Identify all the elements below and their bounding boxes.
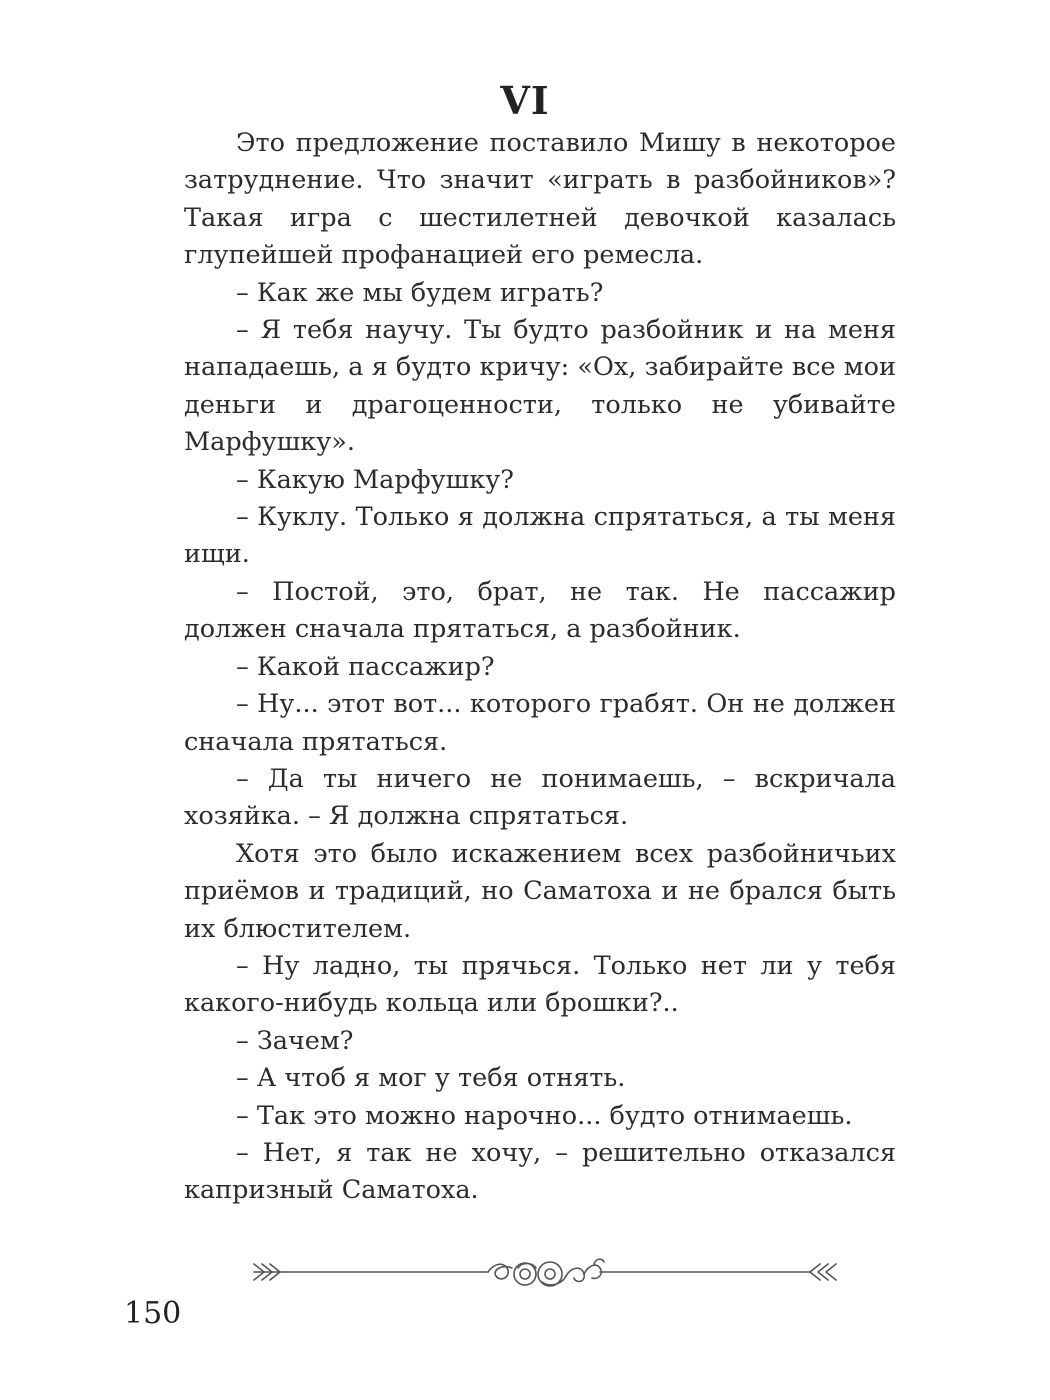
paragraph: – Какую Марфушку? xyxy=(236,464,514,495)
paragraph: – Нет, я так не хочу, – решительно отказался капризный Саматоха. xyxy=(184,1137,896,1206)
decorative-divider-ornament xyxy=(250,1252,840,1292)
paragraph: – А чтоб я мог у тебя отнять. xyxy=(236,1063,626,1094)
paragraph: – Так это можно нарочно... будто отнимаешь. xyxy=(236,1100,853,1131)
paragraph: – Какой пассажир? xyxy=(236,651,495,682)
paragraph: – Как же мы будем играть? xyxy=(236,277,604,308)
paragraph: Хотя это было искажением всех разбойничьих приёмов и традиций, но Саматоха и не брался быть их блюстителем. xyxy=(184,838,896,944)
paragraph: – Куклу. Только я должна спрятаться, а ты меня ищи. xyxy=(184,502,896,570)
paragraph: – Постой, это, брат, не так. Не пассажир должен сначала прятаться, а разбойник. xyxy=(184,576,896,645)
page-number: 150 xyxy=(124,1296,182,1331)
paragraph: – Ну... этот вот... которого грабят. Он не должен сначала прятаться. xyxy=(184,689,896,757)
paragraph: – Ну ладно, ты прячься. Только нет ли у тебя какого-нибудь кольца или брошки?.. xyxy=(184,950,896,1019)
body-text xyxy=(184,125,896,1210)
paragraph: – Я тебя научу. Ты будто разбойник и на меня нападаешь, а я будто кричу: «Ох, забирайте все мои деньги и драгоценности, только не убивайте Марфушку». xyxy=(184,315,896,458)
paragraph: – Да ты ничего не понимаешь, – вскричала хозяйка. – Я должна спрятаться. xyxy=(184,763,896,832)
chapter-title: VI xyxy=(500,78,550,123)
paragraph: – Зачем? xyxy=(236,1025,354,1056)
paragraph: Это предложение поставило Мишу в некоторое затруднение. Что значит «играть в разбойников»? Такая игра с шестилетней девочкой казалась глупейшей профанацией его ремесла. xyxy=(184,128,896,271)
